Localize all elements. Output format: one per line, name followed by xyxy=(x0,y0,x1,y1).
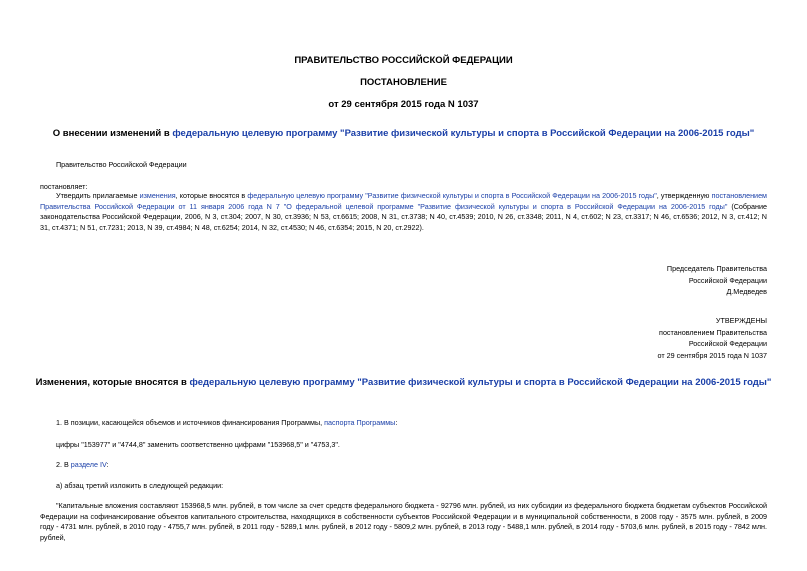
signature-block xyxy=(667,263,767,298)
approved-block xyxy=(658,315,767,361)
document-title xyxy=(0,128,807,139)
changes-link[interactable]: изменения xyxy=(139,191,176,200)
item-2-end: : xyxy=(106,460,109,469)
program-link[interactable]: федеральную целевую программу "Развитие физической культуры и спорта в Российской Федерации на 2006-2015 годы" xyxy=(247,191,657,200)
para-text-3: , утвержденную xyxy=(656,191,712,200)
item-1-figures: цифры "153977" и "4744,8" заменить соответственно цифрами "153968,5" и "4753,3". xyxy=(56,440,340,449)
para-text-2: , которые вносятся в xyxy=(175,191,248,200)
approved-by: постановлением Правительства xyxy=(659,327,767,337)
changes-title xyxy=(0,377,807,388)
document-type: ПОСТАНОВЛЕНИЕ xyxy=(360,77,447,88)
section-iv-link[interactable]: разделе IV xyxy=(70,460,107,469)
signature-country: Российской Федерации xyxy=(688,275,767,285)
passport-link[interactable]: паспорта Программы xyxy=(324,418,396,427)
decree-link[interactable]: постановлением Правительства Российской Федерации от 11 января 2006 года N 7 "О федеральной целевой программе "Развитие физической культуры и спорта в Российской Федерации на 2006-2015 годы" xyxy=(40,191,768,211)
preamble-government: Правительство Российской Федерации xyxy=(56,160,187,169)
approved-date: от 29 сентября 2015 года N 1037 xyxy=(657,350,767,360)
title-program-link[interactable]: федеральную целевую программу "Развитие физической культуры и спорта в Российской Федерации на 2006-2015 годы" xyxy=(172,128,755,139)
item-2-text: 2. В xyxy=(56,460,71,469)
changes-title-program-link[interactable]: федеральную целевую программу "Развитие физической культуры и спорта в Российской Федерации на 2006-2015 годы" xyxy=(189,377,772,388)
item-1-text: 1. В позиции, касающейся объемов и источников финансирования Программы, xyxy=(56,418,325,427)
signature-title: Председатель Правительства xyxy=(666,264,767,273)
preamble-resolves: постановляет: xyxy=(40,182,88,191)
capital-investments-quote: "Капитальные вложения составляют 153968,5 млн. рублей, в том числе за счет средств федерального бюджета - 92796 млн. рублей, из них субсидии из федерального бюджета бюджетам субъектов Российской Федерации на софинансирование объектов капитального строительства, находящихся в собственности субъектов Российской Федерации и в муниципальной собственности, в 2008 году - 3575 млн. рублей, в 2009 году - 4731 млн. рублей, в 2010 году - 4755,7 млн. рублей, в 2011 году - 5289,1 млн. рублей, в 2012 году - 5809,2 млн. рублей, в 2013 году - 5488,1 млн. рублей, в 2014 году - 5703,6 млн. рублей, в 2015 году - 7842 млн. рублей, xyxy=(40,501,767,542)
resolution-paragraph xyxy=(40,191,767,233)
para-text-1: Утвердить прилагаемые xyxy=(56,191,140,200)
item-2 xyxy=(56,460,109,471)
approved-label: УТВЕРЖДЕНЫ xyxy=(715,316,767,325)
para-text-4: (Собрание законодательства Российской Федерации, 2006, N 3, ст.304; 2007, N 30, ст.3936; N 53, ст.6615; 2008, N 31, ст.3738; N 40, ст.4539; 2010, N 26, ст.3348; 2011, N 4, ст.602; N 23, ст.3317; N 46, ст.6536; 2012, N 3, ст.412; N 31, ст.4371; N 51, ст.7231; 2013, N 39, ст.4984; N 48, ст.6254; 2014, N 32, ст.4530; N 46, ст.6354; 2015, N 20, ст.2922). xyxy=(40,201,768,232)
signature-name: Д.Медведев xyxy=(726,287,767,296)
document-date: от 29 сентября 2015 года N 1037 xyxy=(328,99,479,110)
approved-country: Российской Федерации xyxy=(688,339,767,348)
title-prefix: О внесении изменений в xyxy=(52,128,173,139)
item-2a: а) абзац третий изложить в следующей редакции: xyxy=(56,481,224,490)
changes-title-prefix: Изменения, которые вносятся в xyxy=(35,377,190,388)
item-1-end: : xyxy=(395,418,398,427)
item-1 xyxy=(56,418,397,429)
government-header: ПРАВИТЕЛЬСТВО РОССИЙСКОЙ ФЕДЕРАЦИИ xyxy=(294,55,513,66)
